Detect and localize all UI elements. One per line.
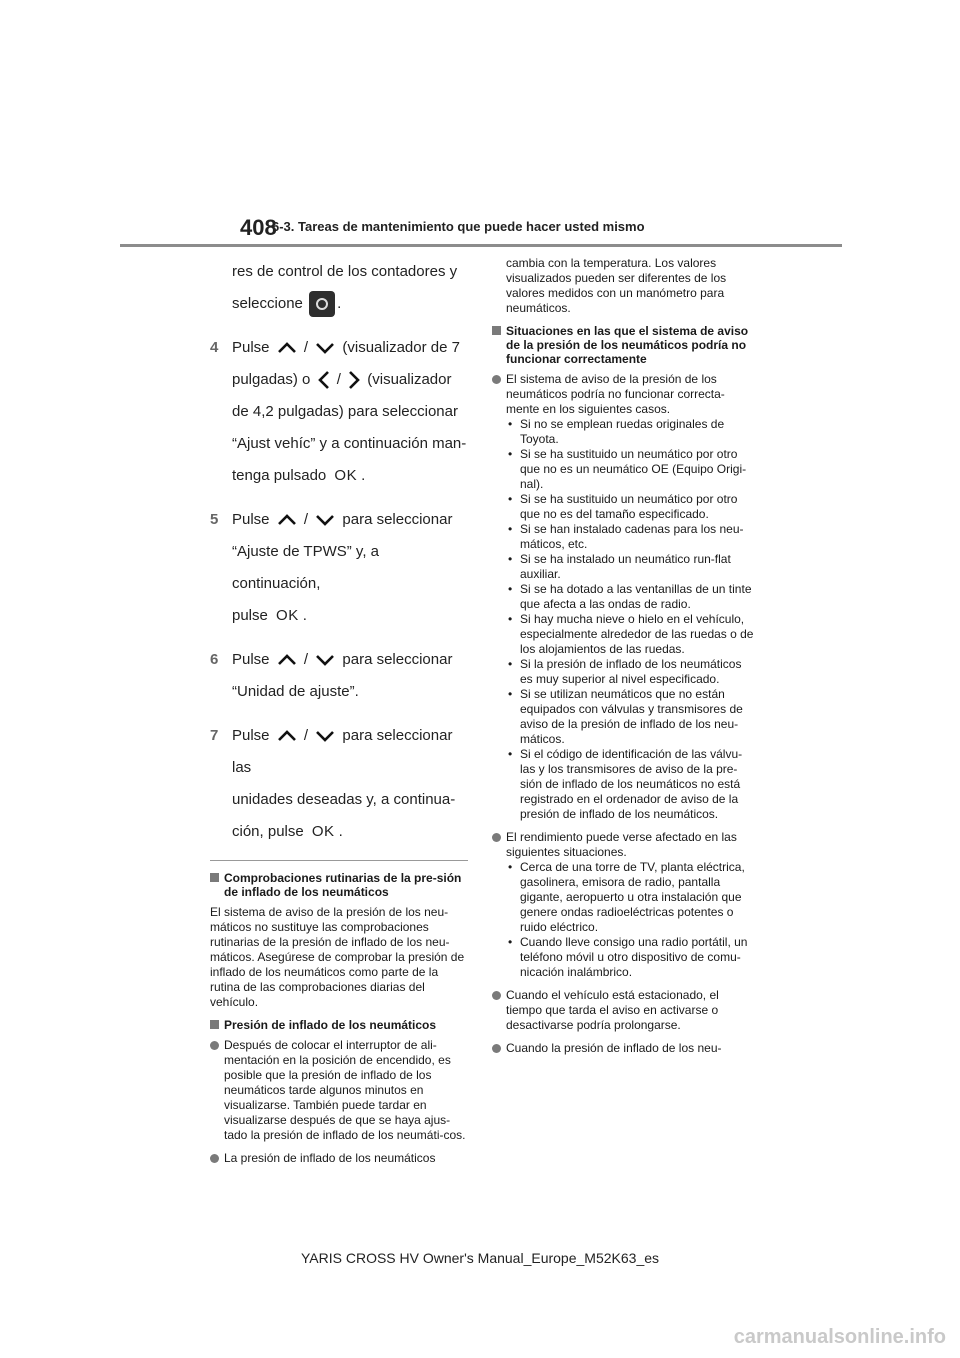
chevron-up-icon <box>276 729 298 743</box>
sub-item: • Si hay mucha nieve o hielo en el vehículo, especialmente alrededor de las ruedas o de los alojamientos de las ruedas. <box>492 612 754 657</box>
ok-icon: OK <box>311 823 335 840</box>
slash: / <box>303 339 309 356</box>
step-text: de 4,2 pulgadas) para seleccionar <box>232 403 458 420</box>
step-4 <box>210 332 468 492</box>
circle-bullet-icon <box>210 1041 219 1050</box>
page-number: 408 <box>240 215 277 240</box>
header-rule <box>120 244 842 247</box>
bullet-text: Después de colocar el interruptor de ali-mentación en la posición de encendido, es posible que la presión de inflado de los neumáticos tarde algunos minutos en visualizarse. También puede tardar en visualizarse después de que se haya ajus-tado la presión de inflado de los neumáti-cos. <box>224 1038 466 1142</box>
step-text: tenga pulsado <box>232 467 327 484</box>
sub-item: • Si se ha sustituido un neumático por otro que no es un neumático OE (Equipo Origi-nal). <box>492 447 754 492</box>
sub-item: • Si se ha instalado un neumático run-flat auxiliar. <box>492 552 754 582</box>
list-item <box>492 1041 754 1056</box>
bullet-text: El sistema de aviso de la presión de los neumáticos podría no funcionar correcta-mente en los siguientes casos. <box>506 372 725 416</box>
step-5 <box>210 504 468 632</box>
ok-icon: OK <box>334 467 358 484</box>
section-title: 6-3. Tareas de mantenimiento que puede hacer usted mismo <box>272 219 645 234</box>
cont-line-b: seleccione <box>232 295 303 312</box>
heading-text: Presión de inflado de los neumáticos <box>224 1018 437 1032</box>
bullet-text: El rendimiento puede verse afectado en las siguientes situaciones. <box>506 830 737 859</box>
step-text: . <box>302 607 307 624</box>
watermark: carmanualsonline.info <box>733 1326 946 1348</box>
square-bullet-icon <box>210 873 219 882</box>
list-item <box>492 372 754 417</box>
sub-item: • Si el código de identificación de las válvu-las y los transmisores de aviso de la pre-sión de inflado de los neumáticos no está registrado en el ordenador de aviso de la presión de inflado de los neumáticos. <box>492 747 754 822</box>
sub-item: • Si se utilizan neumáticos que no están equipados con válvulas y transmisores de aviso de la presión de inflado de los neu-máticos. <box>492 687 754 747</box>
circle-bullet-icon <box>492 1044 501 1053</box>
ok-icon: OK <box>276 607 299 624</box>
step-6 <box>210 644 468 708</box>
list-item <box>210 1038 468 1143</box>
step-text: para seleccionar <box>342 511 453 528</box>
cont-line-a: res de control de los contadores y <box>232 263 458 280</box>
section-heading <box>492 324 754 366</box>
sub-list <box>492 417 754 822</box>
section-heading <box>210 871 468 899</box>
slash: / <box>303 727 309 744</box>
bullet-text: Cuando el vehículo está estacionado, el tiempo que tarda el aviso en activarse o desactivarse podría prolongarse. <box>506 988 719 1032</box>
sub-item: • Cerca de una torre de TV, planta eléctrica, gasolinera, emisora de radio, pantalla gigante, aeropuerto u otra instalación que genere ondas radioeléctricas potentes o ruido eléctrico. <box>492 860 754 935</box>
step-continuation <box>210 256 468 320</box>
chevron-down-icon <box>314 513 336 527</box>
slash: / <box>303 511 309 528</box>
bullet-text: Cuando la presión de inflado de los neu- <box>506 1041 722 1055</box>
chevron-down-icon <box>314 341 336 355</box>
chevron-down-icon <box>314 653 336 667</box>
step-number: 7 <box>210 727 219 744</box>
step-number: 6 <box>210 651 219 668</box>
chevron-up-icon <box>276 513 298 527</box>
right-column <box>492 256 754 1064</box>
sub-item: • Cuando lleve consigo una radio portátil, un teléfono móvil u otro dispositivo de comu-nicación inalámbrico. <box>492 935 754 980</box>
step-number: 5 <box>210 511 219 528</box>
step-text: . <box>338 823 343 840</box>
sub-list <box>492 860 754 980</box>
step-text: unidades deseadas y, a continua- <box>232 791 456 808</box>
square-bullet-icon <box>210 1020 219 1029</box>
step-text: pulse <box>232 607 268 624</box>
step-text: Pulse <box>232 339 270 356</box>
section-heading <box>210 1018 468 1032</box>
step-text: pulgadas) o <box>232 371 311 388</box>
slash: / <box>336 371 341 388</box>
gear-icon <box>309 291 335 317</box>
step-text: “Ajust vehíc” y a continuación man- <box>232 435 467 452</box>
step-text: Pulse <box>232 651 270 668</box>
circle-bullet-icon <box>210 1154 219 1163</box>
left-column <box>210 256 468 1174</box>
step-text: (visualizador <box>367 371 452 388</box>
step-number: 4 <box>210 339 219 356</box>
slash: / <box>303 651 309 668</box>
heading-text: Situaciones en las que el sistema de aviso de la presión de los neumáticos podría no funcionar correctamente <box>506 324 749 366</box>
footer: YARIS CROSS HV Owner's Manual_Europe_M52K63_es <box>300 1250 660 1266</box>
circle-bullet-icon <box>492 991 501 1000</box>
step-text: Pulse <box>232 511 270 528</box>
step-text: “Unidad de ajuste”. <box>232 683 359 700</box>
list-item <box>210 1151 468 1166</box>
step-text: . <box>361 467 366 484</box>
circle-bullet-icon <box>492 375 501 384</box>
sub-item: • Si se ha dotado a las ventanillas de un tinte que afecta a las ondas de radio. <box>492 582 754 612</box>
chevron-right-icon <box>347 369 361 391</box>
list-item <box>492 988 754 1033</box>
sub-item: • Si se han instalado cadenas para los neu-máticos, etc. <box>492 522 754 552</box>
sub-item: • Si no se emplean ruedas originales de Toyota. <box>492 417 754 447</box>
continued-text: cambia con la temperatura. Los valores visualizados pueden ser diferentes de los valores medidos con un manómetro para neumáticos. <box>506 256 727 315</box>
step-text: para seleccionar <box>342 651 453 668</box>
divider <box>210 860 468 861</box>
step-7 <box>210 720 468 848</box>
chevron-up-icon <box>276 653 298 667</box>
list-item <box>492 830 754 860</box>
chevron-down-icon <box>314 729 336 743</box>
cont-period: . <box>337 295 342 312</box>
step-text: Pulse <box>232 727 270 744</box>
circle-bullet-icon <box>492 833 501 842</box>
step-text: para seleccionar las <box>232 727 453 776</box>
chevron-left-icon <box>317 369 331 391</box>
paragraph: El sistema de aviso de la presión de los neu-máticos no sustituye las comprobaciones rutinarias de la presión de inflado de los neu-máticos. Asegúrese de comprobar la presión de inflado de los neumáticos como parte de la rutina de las comprobaciones diarias del vehículo. <box>210 905 465 1009</box>
bullet-text: La presión de inflado de los neumáticos <box>224 1151 436 1165</box>
step-text: (visualizador de 7 <box>342 339 460 356</box>
square-bullet-icon <box>492 326 501 335</box>
sub-item: • Si se ha sustituido un neumático por otro que no es del tamaño especificado. <box>492 492 754 522</box>
step-text: “Ajuste de TPWS” y, a continuación, <box>232 543 379 592</box>
heading-text: Comprobaciones rutinarias de la pre-sión de inflado de los neumáticos <box>224 871 462 899</box>
sub-item: • Si la presión de inflado de los neumáticos es muy superior al nivel especificado. <box>492 657 754 687</box>
chevron-up-icon <box>276 341 298 355</box>
step-text: ción, pulse <box>232 823 304 840</box>
